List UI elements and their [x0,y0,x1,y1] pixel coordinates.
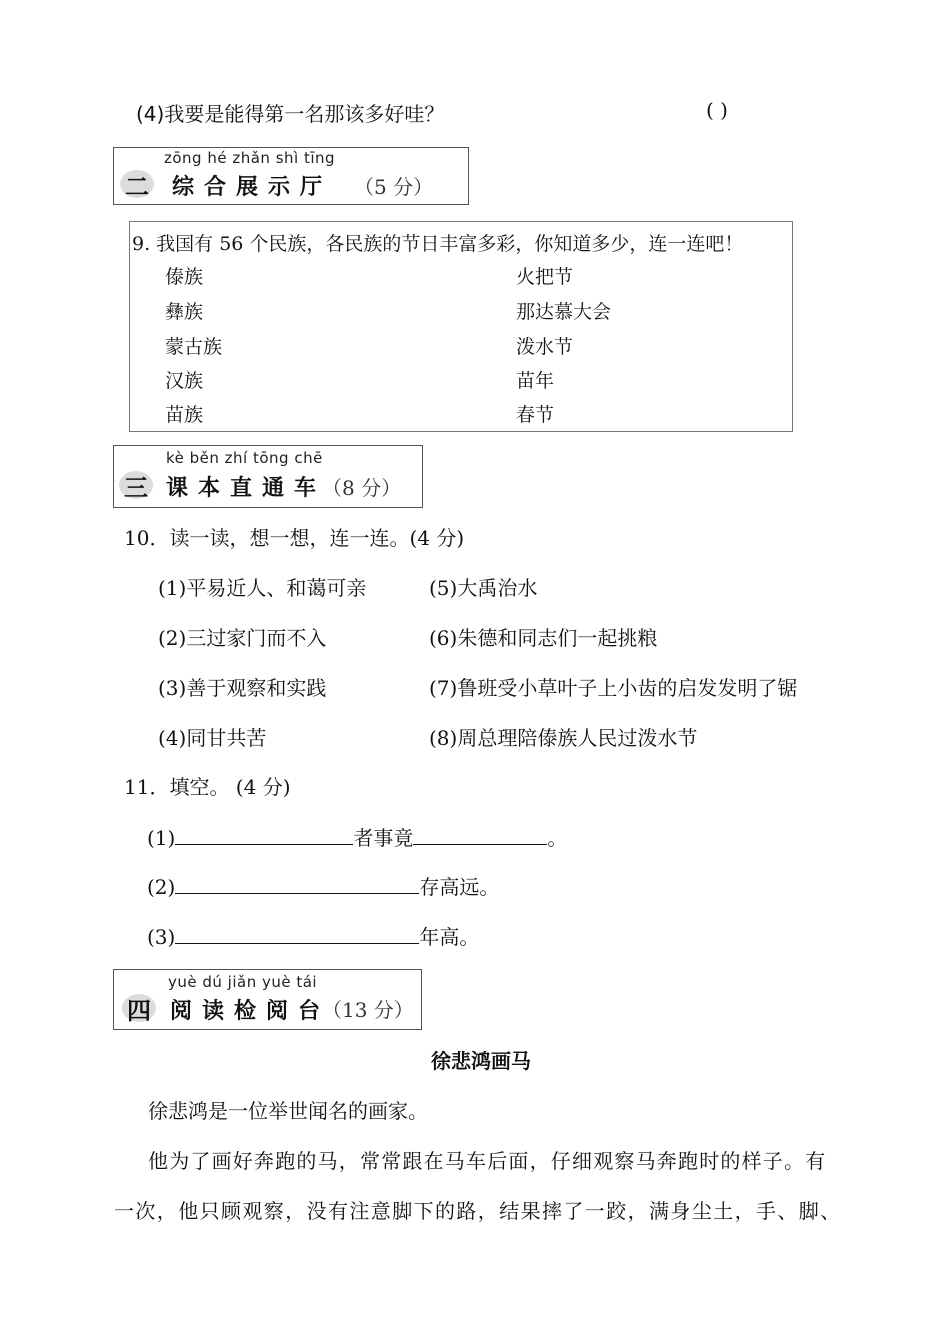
question-9-prompt: 9. 我国有 56 个民族，各民族的节日丰富多彩，你知道多少，连一连吧！ [132,233,744,255]
festival-item[interactable]: 春节 [516,404,555,426]
match-right-item[interactable]: (5)大禹治水 [429,576,538,600]
section-title: 阅读检阅台 [170,999,331,1024]
fill-blank-line-1 [147,822,567,851]
section-number-badge: 三 [119,471,153,499]
reading-paragraph-1: 徐悲鸿是一位举世闻名的画家。 [148,1099,428,1123]
match-left-item[interactable]: (4)同甘共苦 [158,726,267,750]
question-11-prompt: 11．填空。 (4 分) [124,775,291,799]
fill-label: (2) [147,875,176,899]
blank-field[interactable] [175,875,419,894]
section-pinyin: kè běn zhí tōng chē [166,449,323,467]
section-pinyin: zōng hé zhǎn shì tīng [164,149,336,167]
match-left-item[interactable]: (3)善于观察和实践 [158,676,327,700]
blank-field[interactable] [175,826,353,845]
match-right-item[interactable]: (8)周总理陪傣族人民过泼水节 [429,726,698,750]
section-pinyin: yuè dú jiǎn yuè tái [168,973,318,991]
section-number-badge: 四 [122,994,156,1022]
question-9-box [129,221,793,432]
fill-text: 者事竟 [353,826,414,850]
ethnic-item[interactable]: 傣族 [165,266,204,288]
ethnic-item[interactable]: 汉族 [165,370,204,392]
section-score: （5 分） [354,175,434,199]
section-number-badge: 二 [120,170,154,198]
fill-blank-line-2 [147,871,499,900]
match-left-item[interactable]: (1)平易近人、和蔼可亲 [158,576,367,600]
section-header-3 [113,445,423,508]
reading-title: 徐悲鸿画马 [431,1049,531,1073]
fill-text: 。 [547,826,568,850]
festival-item[interactable]: 火把节 [516,266,574,288]
section-header-4 [113,969,422,1030]
section-score: （13 分） [322,998,414,1022]
reading-paragraph-2-line-1: 他为了画好奔跑的马，常常跟在马车后面，仔细观察马奔跑时的样子。有 [148,1149,827,1173]
fill-text: 年高。 [419,925,480,949]
question-10-prompt: 10．读一读，想一想，连一连。(4 分) [124,526,465,550]
blank-field[interactable] [413,826,547,845]
fill-label: (3) [147,925,176,949]
ethnic-item[interactable]: 彝族 [165,301,204,323]
blank-field[interactable] [175,925,419,944]
answer-parentheses[interactable]: ( ) [706,98,728,122]
match-left-item[interactable]: (2)三过家门而不入 [158,626,327,650]
fill-blank-line-3 [147,921,479,950]
section-score: （8 分） [322,476,402,500]
match-right-item[interactable]: (6)朱德和同志们一起挑粮 [429,626,658,650]
fill-text: 存高远。 [419,875,500,899]
ethnic-item[interactable]: 苗族 [165,404,204,426]
section-title: 综合展示厅 [172,175,333,200]
section-header-2 [113,147,469,205]
section-title: 课本直通车 [166,476,327,501]
ethnic-item[interactable]: 蒙古族 [165,336,223,358]
match-right-item[interactable]: (7)鲁班受小草叶子上小齿的启发发明了锯 [429,676,798,700]
question-4-text: (4)我要是能得第一名那该多好哇？ [136,102,445,126]
reading-paragraph-2-line-2: 一次，他只顾观察，没有注意脚下的路，结果摔了一跤，满身尘土，手、脚、 [114,1199,842,1223]
festival-item[interactable]: 苗年 [516,370,555,392]
festival-item[interactable]: 泼水节 [516,336,574,358]
festival-item[interactable]: 那达慕大会 [516,301,612,323]
fill-label: (1) [147,826,176,850]
